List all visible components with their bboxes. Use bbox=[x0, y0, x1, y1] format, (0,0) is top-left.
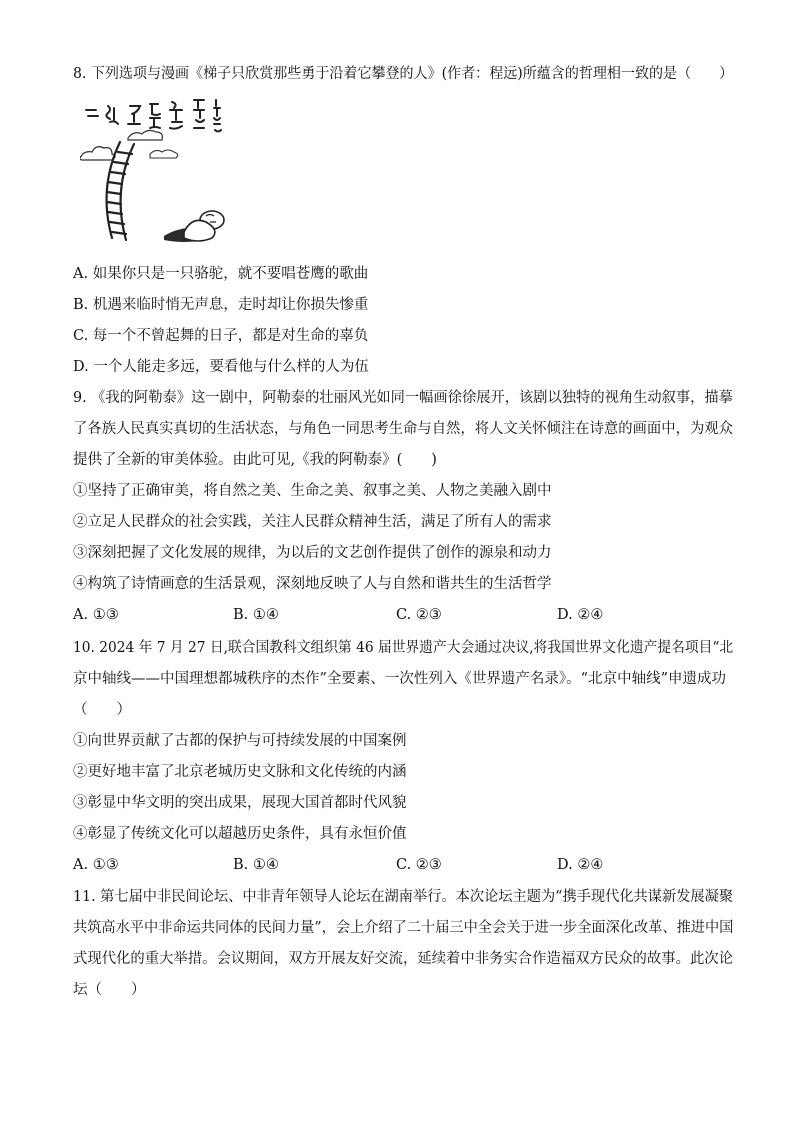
q10-choice-d: D. ②④ bbox=[557, 857, 604, 873]
q10-choice-b: B. ①④ bbox=[233, 857, 279, 873]
q9-choice-d: D. ②④ bbox=[557, 607, 604, 623]
q10-stem-line-3: （ ） bbox=[73, 702, 131, 718]
q8-option-c: C. 每一个不曾起舞的日子，都是对生命的辜负 bbox=[73, 328, 369, 344]
q9-item-3: ③深刻把握了文化发展的规律，为以后的文艺创作提供了创作的源泉和动力 bbox=[73, 545, 552, 561]
q10-item-4: ④彰显了传统文化可以超越历史条件，具有永恒价值 bbox=[73, 826, 407, 842]
q9-choices bbox=[73, 605, 733, 625]
q8-option-d: D. 一个人能走多远，要看他与什么样的人为伍 bbox=[73, 359, 369, 375]
q8-stem: 8. 下列选项与漫画《梯子只欣赏那些勇于沿着它攀登的人》(作者：程远)所蕴含的哲理相一致的是（ ） bbox=[73, 66, 734, 82]
q10-stem-line-1: 10. 2024 年 7 月 27 日,联合国教科文组织第 46 届世界遗产大会通过决议,将我国世界文化遗产提名项目“北 bbox=[73, 640, 734, 656]
ladder-cartoon bbox=[80, 98, 230, 248]
q11-stem-line-3: 式现代化的重大举措。会议期间，双方开展友好交流，延续着中非务实合作造福双方民众的故事。此次论 bbox=[73, 951, 733, 967]
q11-stem-line-4: 坛（ ） bbox=[73, 982, 146, 998]
q9-choice-b: B. ①④ bbox=[233, 607, 279, 623]
q9-choice-c: C. ②③ bbox=[396, 607, 442, 623]
q10-item-1: ①向世界贡献了古都的保护与可持续发展的中国案例 bbox=[73, 733, 407, 749]
q9-item-1: ①坚持了正确审美，将自然之美、生命之美、叙事之美、人物之美融入剧中 bbox=[73, 483, 552, 499]
q9-item-2: ②立足人民群众的社会实践，关注人民群众精神生活，满足了所有人的需求 bbox=[73, 514, 552, 530]
q10-item-2: ②更好地丰富了北京老城历史文脉和文化传统的内涵 bbox=[73, 764, 407, 780]
q9-choice-a: A. ①③ bbox=[73, 607, 119, 623]
q8-option-b: B. 机遇来临时悄无声息，走时却让你损失惨重 bbox=[73, 297, 369, 313]
q9-item-4: ④构筑了诗情画意的生活景观，深刻地反映了人与自然和谐共生的生活哲学 bbox=[73, 576, 552, 592]
cartoon-caption bbox=[86, 100, 221, 132]
q10-choices bbox=[73, 855, 733, 875]
q11-stem-line-2: 共筑高水平中非命运共同体的民间力量”，会上介绍了二十届三中全会关于进一步全面深化改革、推进中国 bbox=[73, 920, 734, 936]
q10-choice-c: C. ②③ bbox=[396, 857, 442, 873]
q10-stem-line-2: 京中轴线——中国理想都城秩序的杰作”全要素、一次性列入《世界遗产名录》。“北京中轴线”申遗成功 bbox=[73, 671, 726, 687]
q11-stem-line-1: 11. 第七届中非民间论坛、中非青年领导人论坛在湖南举行。本次论坛主题为“携手现代化共谋新发展凝聚 bbox=[73, 889, 734, 905]
q9-stem-line-1: 9. 《我的阿勒泰》这一剧中，阿勒泰的壮丽风光如同一幅画徐徐展开，该剧以独特的视角生动叙事，描摹 bbox=[73, 390, 733, 406]
q9-stem-line-3: 提供了全新的审美体验。由此可见,《我的阿勒泰》( ) bbox=[73, 452, 437, 468]
q9-stem-line-2: 了各族人民真实真切的生活状态，与角色一同思考生命与自然，将人文关怀倾注在诗意的画面中，为观众 bbox=[73, 421, 733, 437]
q10-item-3: ③彰显中华文明的突出成果，展现大国首都时代风貌 bbox=[73, 795, 407, 811]
q10-choice-a: A. ①③ bbox=[73, 857, 119, 873]
q8-option-a: A. 如果你只是一只骆驼，就不要唱苍鹰的歌曲 bbox=[73, 266, 369, 282]
